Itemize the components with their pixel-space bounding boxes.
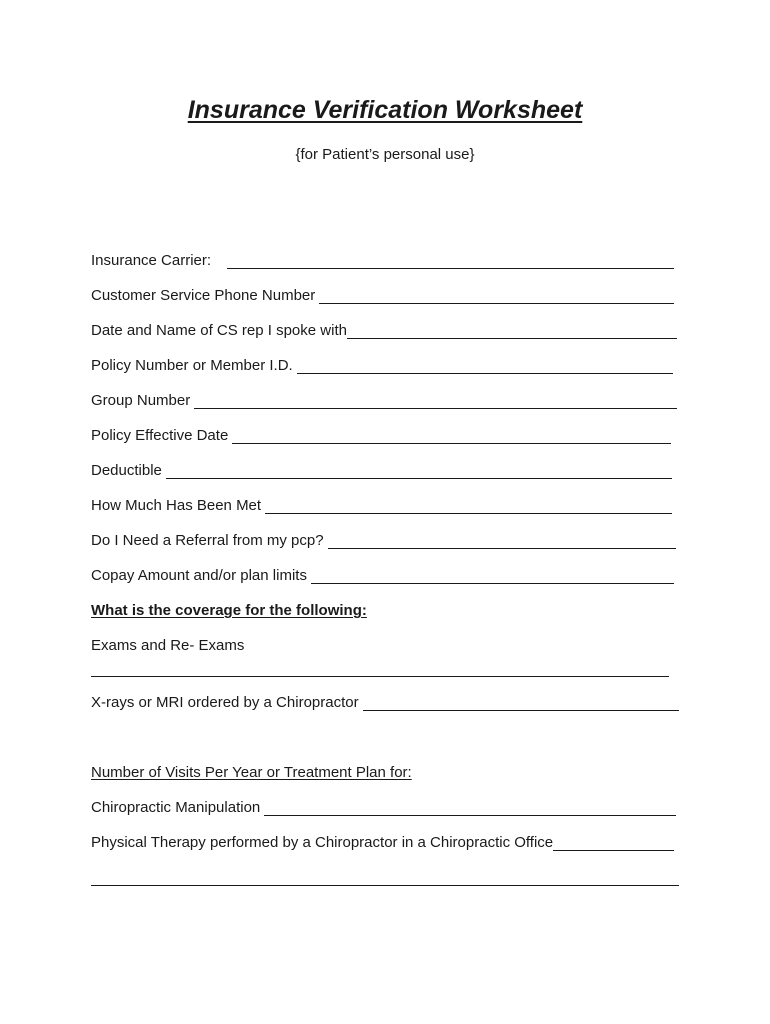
coverage-heading: What is the coverage for the following: <box>91 602 367 619</box>
fill-in-line[interactable] <box>264 801 676 816</box>
worksheet-title: Insurance Verification Worksheet <box>187 96 583 124</box>
fill-in-line[interactable] <box>363 696 679 711</box>
fill-in-line[interactable] <box>311 569 674 584</box>
field-chiropractic-manipulation <box>91 799 676 817</box>
field-label: Date and Name of CS rep I spoke with <box>91 322 347 339</box>
exams-fill-in-line[interactable] <box>91 676 669 677</box>
field-copay-amount <box>91 567 674 585</box>
fill-in-line[interactable] <box>194 394 677 409</box>
field-label: X-rays or MRI ordered by a Chiropractor <box>91 694 359 711</box>
field-label: Deductible <box>91 462 162 479</box>
fill-in-line[interactable] <box>319 289 674 304</box>
field-group-number <box>91 392 677 410</box>
field-label: Customer Service Phone Number <box>91 287 316 304</box>
fill-in-line[interactable] <box>347 324 677 339</box>
field-policy-effective-date <box>91 427 671 445</box>
fill-in-line[interactable] <box>166 464 672 479</box>
exams-label: Exams and Re- Exams <box>91 637 245 654</box>
fill-in-line[interactable] <box>553 836 674 851</box>
extra-fill-in-line[interactable] <box>91 885 679 886</box>
field-label: Policy Effective Date <box>91 427 229 444</box>
field-label: Do I Need a Referral from my pcp? <box>91 532 324 549</box>
fill-in-line[interactable] <box>328 534 676 549</box>
field-label: Copay Amount and/or plan limits <box>91 567 307 584</box>
visits-heading: Number of Visits Per Year or Treatment Plan for: <box>91 764 412 781</box>
field-label: Group Number <box>91 392 191 409</box>
fill-in-line[interactable] <box>297 359 673 374</box>
fill-in-line[interactable] <box>265 499 672 514</box>
fill-in-line[interactable] <box>232 429 671 444</box>
field-referral-needed <box>91 532 676 550</box>
field-label: Physical Therapy performed by a Chiropractor in a Chiropractic Office <box>91 834 554 851</box>
field-xrays-mri <box>91 694 679 712</box>
field-label: Insurance Carrier: <box>91 252 212 269</box>
field-insurance-carrier <box>91 252 674 270</box>
field-physical-therapy <box>91 834 674 852</box>
field-label: How Much Has Been Met <box>91 497 262 514</box>
field-policy-number <box>91 357 673 375</box>
field-amount-met <box>91 497 672 515</box>
field-deductible <box>91 462 672 480</box>
field-label: Policy Number or Member I.D. <box>91 357 293 374</box>
field-cs-rep-date-name <box>91 322 677 340</box>
field-customer-service-phone <box>91 287 674 305</box>
field-label: Chiropractic Manipulation <box>91 799 261 816</box>
worksheet-subtitle: {for Patient’s personal use} <box>295 146 475 163</box>
fill-in-line[interactable] <box>227 254 674 269</box>
